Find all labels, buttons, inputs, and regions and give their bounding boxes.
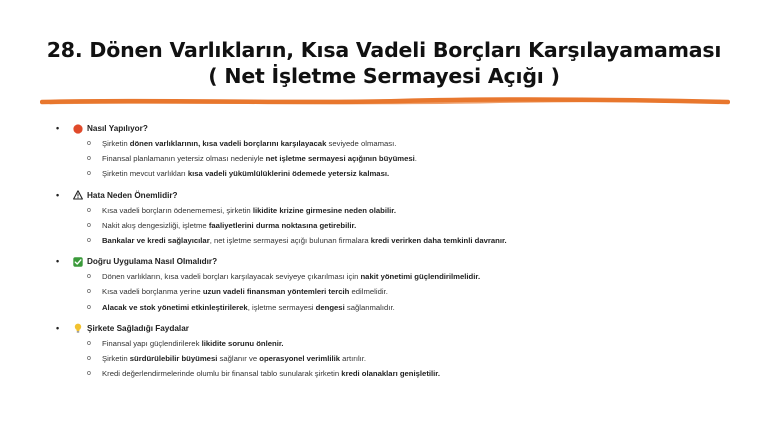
list-item: o Şirketin dönen varlıklarının, kısa vadeli borçlarını karşılayacak seviyede olmaması.	[87, 139, 397, 149]
section-why-important	[56, 188, 756, 249]
warning-icon	[73, 190, 83, 200]
circle-bullet-icon: o	[87, 273, 91, 281]
circle-bullet-icon: o	[87, 221, 91, 229]
slide-title-line-1: 28. Dönen Varlıkların, Kısa Vadeli Borçları Karşılayamaması	[46, 38, 722, 62]
section-heading-text: Doğru Uygulama Nasıl Olmalıdır?	[87, 257, 218, 267]
section-heading-text: Hata Neden Önemlidir?	[87, 190, 178, 200]
circle-bullet-icon: o	[87, 140, 91, 148]
section-heading	[56, 121, 756, 136]
list-item: o Kısa vadeli borçların ödenememesi, şirketin likidite krizine girmesine neden olabilir.	[87, 205, 396, 215]
bullet-dot: •	[56, 322, 60, 333]
bullet-dot: •	[56, 123, 60, 133]
slide-content	[56, 121, 756, 387]
section-heading	[56, 321, 756, 336]
section-heading	[56, 188, 756, 203]
circle-bullet-icon: o	[87, 303, 91, 311]
section-heading	[56, 254, 756, 269]
slide-title	[0, 37, 768, 89]
circle-bullet-icon: o	[87, 288, 91, 296]
red-circle-icon	[73, 124, 83, 134]
circle-bullet-icon: o	[87, 237, 91, 245]
light-bulb-icon	[73, 323, 83, 333]
list-item: o Şirketin sürdürülebilir büyümesi sağlanır ve operasyonel verimlilik artırılır.	[87, 353, 367, 363]
list-item: o Finansal planlamanın yetersiz olması nedeniyle net işletme sermayesi açığının büyümesi.	[87, 154, 417, 164]
list-item: o Bankalar ve kredi sağlayıcılar, net işletme sermayesi açığı bulunan firmalara kredi verirken daha temkinli davranır.	[87, 236, 507, 246]
circle-bullet-icon: o	[87, 370, 91, 378]
orange-brush-divider	[40, 96, 730, 108]
bullet-dot: •	[56, 189, 60, 200]
check-box-icon	[73, 257, 83, 267]
circle-bullet-icon: o	[87, 354, 91, 362]
circle-bullet-icon: o	[87, 155, 91, 163]
section-how	[56, 121, 756, 182]
section-heading-text: Şirkete Sağladığı Faydalar	[87, 323, 189, 333]
slide-title-line-2: ( Net İşletme Sermayesi Açığı )	[208, 64, 560, 88]
section-benefits	[56, 321, 756, 382]
list-item: o Kısa vadeli borçlanma yerine uzun vadeli finansman yöntemleri tercih edilmelidir.	[87, 287, 388, 297]
list-item: o Kredi değerlendirmelerinde olumlu bir finansal tablo sunularak şirketin kredi olanakları genişletilir.	[87, 369, 440, 379]
circle-bullet-icon: o	[87, 206, 91, 214]
section-correct-practice	[56, 254, 756, 315]
list-item: o Dönen varlıkların, kısa vadeli borçları karşılayacak seviyeye çıkarılması için nakit yönetimi güçlendirilmelidir.	[87, 272, 481, 282]
list-item: o Şirketin mevcut varlıkları kısa vadeli yükümlülüklerini ödemede yetersiz kalması.	[87, 169, 390, 179]
circle-bullet-icon: o	[87, 339, 91, 347]
bullet-dot: •	[56, 256, 60, 267]
list-item: o Alacak ve stok yönetimi etkinleştirilerek, işletme sermayesi dengesi sağlanmalıdır.	[87, 302, 395, 312]
list-item: o Finansal yapı güçlendirilerek likidite sorunu önlenir.	[87, 338, 284, 348]
section-heading-text: Nasıl Yapılıyor?	[87, 124, 148, 133]
list-item: o Nakit akış dengesizliği, işletme faaliyetlerini durma noktasına getirebilir.	[87, 220, 357, 230]
circle-bullet-icon: o	[87, 170, 91, 178]
